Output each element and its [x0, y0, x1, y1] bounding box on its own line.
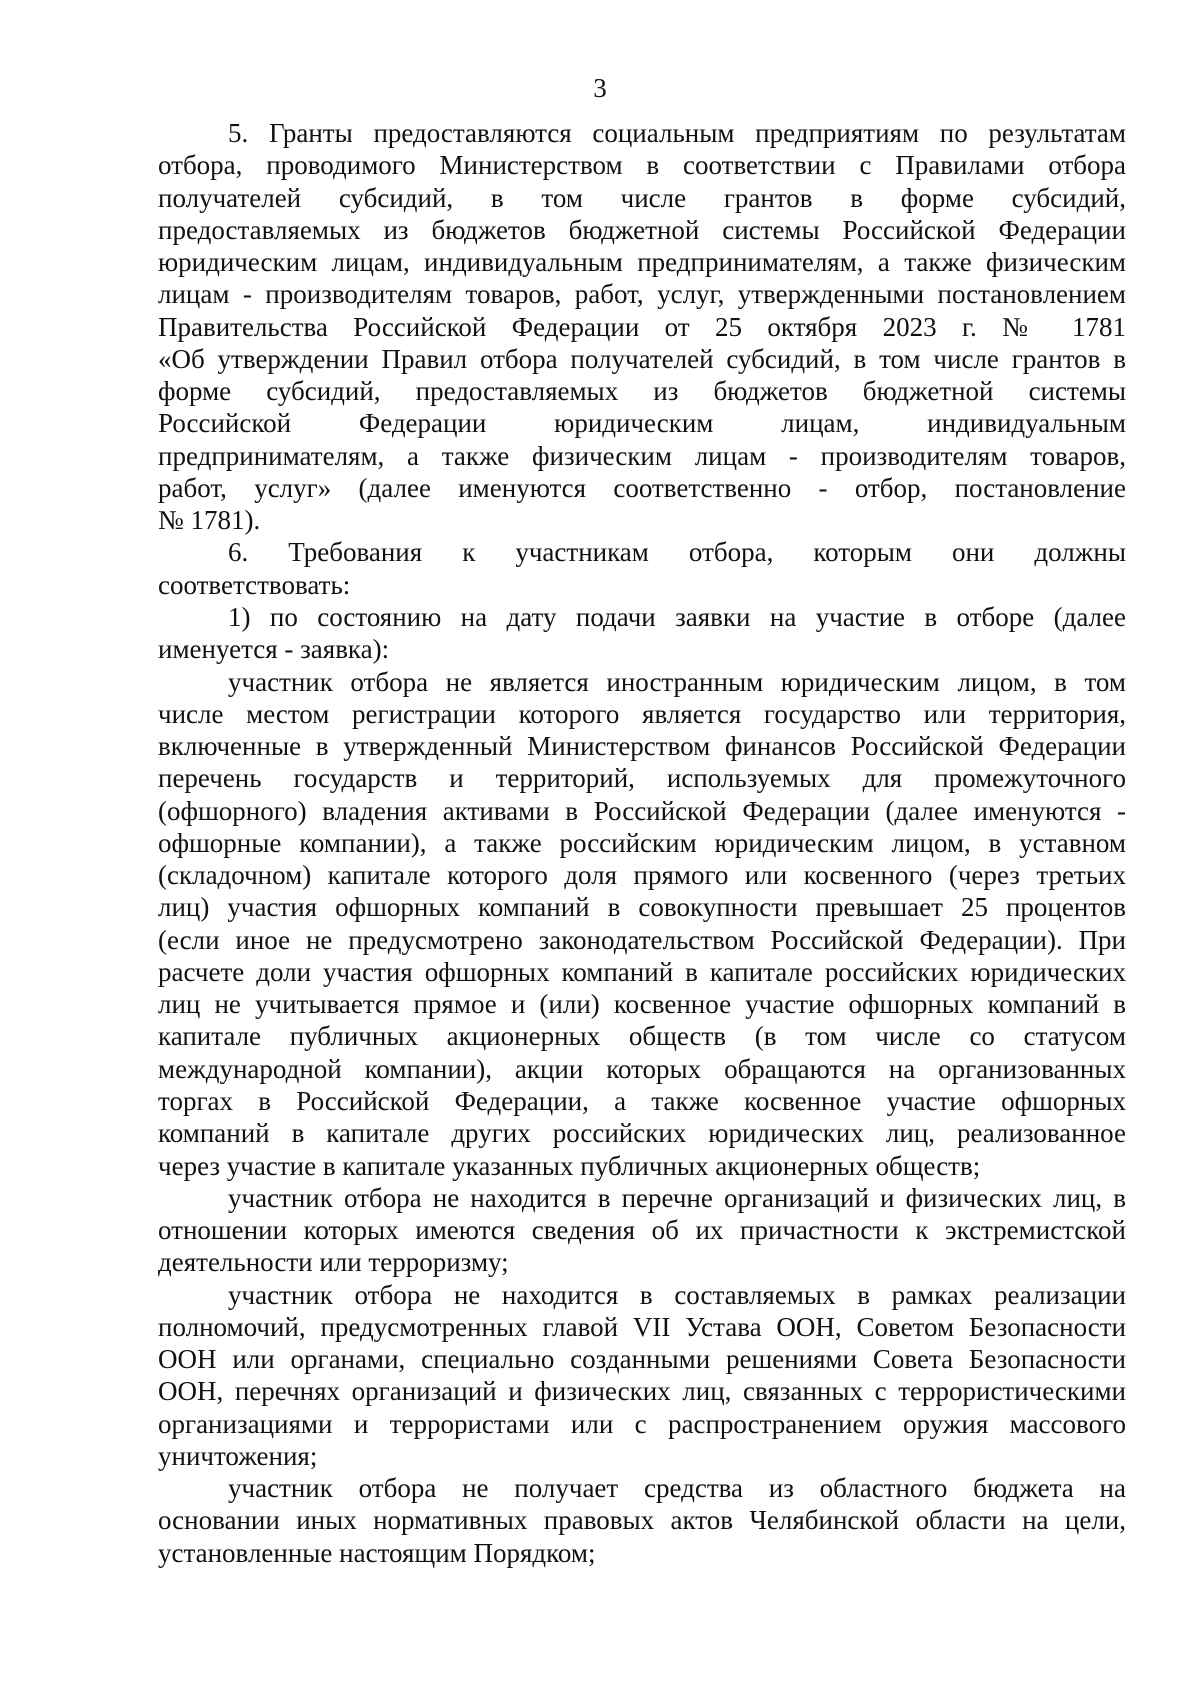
text-line: (если иное не предусмотрено законодательством Российской Федерации). При	[158, 924, 1126, 955]
text-line: отбора, проводимого Министерством в соответствии с Правилами отбора	[158, 150, 1126, 181]
text-line: через участие в капитале указанных публичных акционерных обществ;	[158, 1150, 981, 1181]
text-line: компаний в капитале других российских юридических лиц, реализованное	[158, 1118, 1126, 1149]
text-line: капитале публичных акционерных обществ (в том числе со статусом	[158, 1021, 1126, 1052]
page-number: 3	[593, 73, 607, 103]
text-line: участник отбора не находится в составляемых в рамках реализации	[228, 1279, 1126, 1310]
text-line: (офшорного) владения активами в Российской Федерации (далее именуются -	[158, 795, 1126, 826]
text-line: ООН или органами, специально созданными решениями Совета Безопасности	[158, 1344, 1126, 1375]
text-line: предоставляемых из бюджетов бюджетной системы Российской Федерации	[158, 214, 1126, 245]
text-line: именуется - заявка):	[158, 634, 390, 665]
text-line: участник отбора не является иностранным юридическим лицом, в том	[228, 666, 1126, 697]
text-line: юридическим лицам, индивидуальным предпринимателям, а также физическим	[158, 247, 1126, 278]
text-line: участник отбора не находится в перечне организаций и физических лиц, в	[228, 1182, 1126, 1213]
text-line: деятельности или терроризму;	[158, 1247, 509, 1278]
text-line: лиц не учитывается прямое и (или) косвенное участие офшорных компаний в	[158, 989, 1126, 1020]
text-line: 5. Гранты предоставляются социальным предприятиям по результатам	[228, 118, 1126, 148]
text-line: форме субсидий, предоставляемых из бюджетов бюджетной системы	[158, 376, 1126, 407]
text-line: Правительства Российской Федерации от 25 октября 2023 г. № 1781	[158, 311, 1126, 342]
text-line: расчете доли участия офшорных компаний в капитале российских юридических	[158, 956, 1126, 987]
text-line: организациями и террористами или с распространением оружия массового	[158, 1408, 1126, 1439]
text-line: отношении которых имеются сведения об их причастности к экстремистской	[158, 1215, 1126, 1246]
text-line: Российской Федерации юридическим лицам, индивидуальным	[158, 408, 1126, 439]
text-line: лиц) участия офшорных компаний в совокупности превышает 25 процентов	[158, 892, 1126, 923]
text-line: торгах в Российской Федерации, а также косвенное участие офшорных	[158, 1085, 1126, 1116]
text-line: основании иных нормативных правовых актов Челябинской области на цели,	[158, 1505, 1126, 1536]
text-line: № 1781).	[158, 505, 261, 536]
document-body	[158, 117, 1126, 1569]
text-line: участник отбора не получает средства из областного бюджета на	[228, 1473, 1126, 1504]
text-line: уничтожения;	[158, 1440, 318, 1471]
text-line: лицам - производителям товаров, работ, услуг, утвержденными постановлением	[158, 279, 1126, 310]
text-line: полномочий, предусмотренных главой VII Устава ООН, Советом Безопасности	[158, 1311, 1126, 1342]
text-line: международной компании), акции которых обращаются на организованных	[158, 1053, 1126, 1084]
text-line: соответствовать:	[158, 569, 351, 600]
text-line: работ, услуг» (далее именуются соответственно - отбор, постановление	[158, 472, 1126, 503]
text-line: включенные в утвержденный Министерством финансов Российской Федерации	[158, 731, 1126, 762]
text-line: 1) по состоянию на дату подачи заявки на участие в отборе (далее	[228, 601, 1126, 632]
text-line: «Об утверждении Правил отбора получателей субсидий, в том числе грантов в	[158, 343, 1126, 374]
text-line: (складочном) капитале которого доля прямого или косвенного (через третьих	[158, 860, 1126, 891]
text-line: числе местом регистрации которого является государство или территория,	[158, 698, 1126, 729]
text-line: ООН, перечнях организаций и физических лиц, связанных с террористическими	[158, 1376, 1126, 1407]
text-line: перечень государств и территорий, используемых для промежуточного	[158, 763, 1126, 794]
text-line: предпринимателям, а также физическим лицам - производителям товаров,	[158, 440, 1126, 471]
text-line: установленные настоящим Порядком;	[158, 1537, 596, 1568]
text-line: 6. Требования к участникам отбора, которым они должны	[228, 537, 1126, 568]
text-line: офшорные компании), а также российским юридическим лицом, в уставном	[158, 827, 1126, 858]
text-line: получателей субсидий, в том числе грантов в форме субсидий,	[158, 182, 1126, 213]
